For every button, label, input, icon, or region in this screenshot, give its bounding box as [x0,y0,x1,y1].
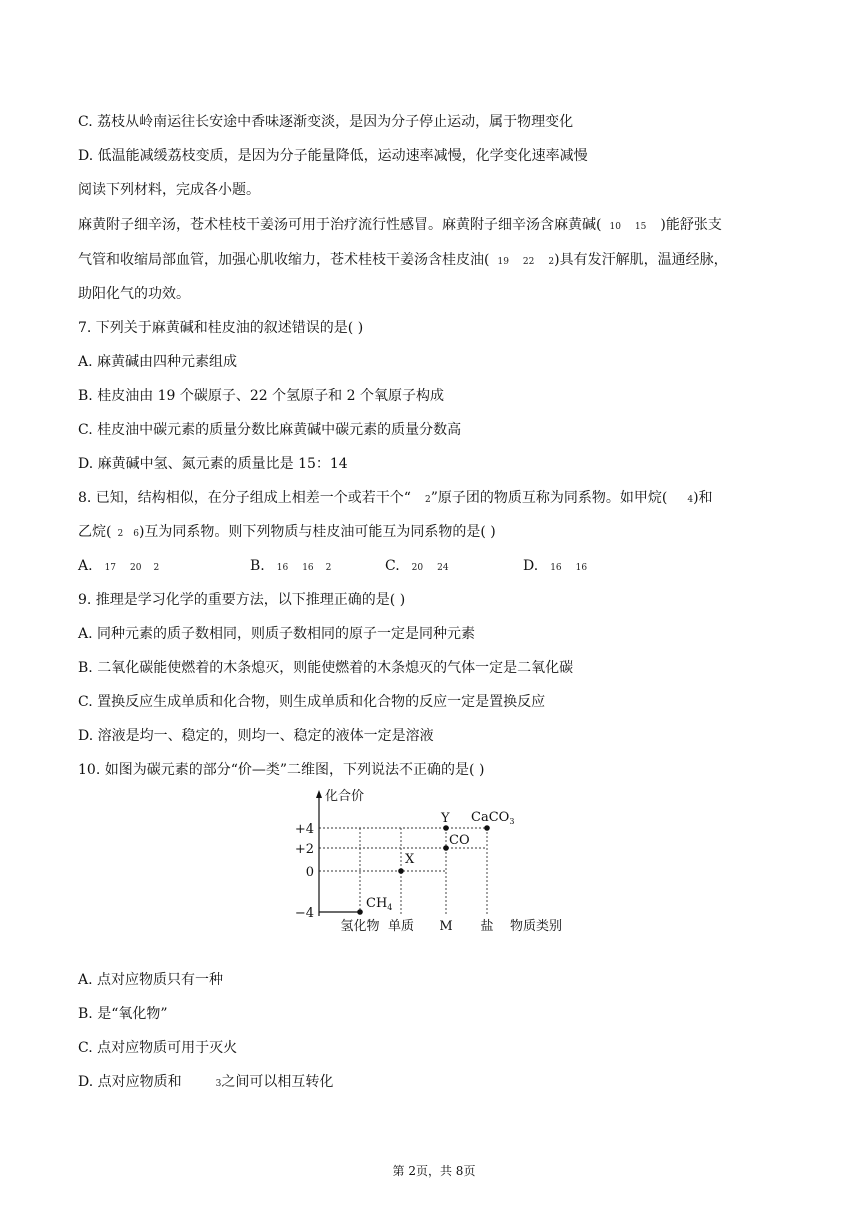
question-9: 9. 推理是学习化学的重要方法，以下推理正确的是( ) [78,592,406,608]
x-category-label: 单质 [387,919,415,934]
valence-category-chart [288,788,588,938]
y-tick-label: +4 [294,822,314,837]
question-9-option-a: A. 同种元素的质子数相同，则质子数相同的原子一定是同种元素 [78,626,476,642]
question-8-line-2: 乙烷( 2 6)互为同系物。则下列物质与桂皮油可能互为同系物的是( ) [78,524,496,540]
data-point [398,868,404,874]
data-point [357,909,363,915]
y-axis-label: 化合价 [325,789,365,804]
question-8-option-d: D. 16 16 [523,558,588,574]
point-label: $CH_4$ [366,896,393,912]
question-7-option-b: B. 桂皮油由 19 个碳原子、22 个氢原子和 2 个氧原子构成 [78,388,444,404]
material-paragraph-line-2: 气管和收缩局部血管，加强心肌收缩力，苍术桂枝干姜汤含桂皮油( 19 22 2)具有发汗解肌，温通经脉， [78,252,728,268]
question-8-option-c: C. 20 24 [385,558,449,574]
page-footer: 第 2页，共 8页 [392,1164,476,1178]
question-10-option-a: A. 点对应物质只有一种 [78,972,224,988]
material-paragraph-line-1: 麻黄附子细辛汤，苍术桂枝干姜汤可用于治疗流行性感冒。麻黄附子细辛汤含麻黄碱( 10 15 )能舒张支 [78,217,722,233]
question-7-option-d: D. 麻黄碱中氢、氮元素的质量比是 15：14 [78,456,348,472]
question-9-option-b: B. 二氧化碳能使燃着的木条熄灭，则能使燃着的木条熄灭的气体一定是二氧化碳 [78,660,574,676]
question-10-option-d: D. 点对应物质和 3之间可以相互转化 [78,1074,334,1090]
question-8-line-1: 8. 已知，结构相似，在分子组成上相差一个或若干个“ 2”原子团的物质互称为同系物。如甲烷( 4)和 [78,490,713,506]
y-tick-label: −4 [294,906,314,921]
x-category-label: 盐 [480,919,494,934]
x-category-label: 氢化物 [340,919,380,934]
data-point [484,825,490,831]
question-10: 10. 如图为碳元素的部分“价—类”二维图，下列说法不正确的是( ) [78,762,485,778]
question-9-option-c: C. 置换反应生成单质和化合物，则生成单质和化合物的反应一定是置换反应 [78,694,546,710]
question-7: 7. 下列关于麻黄碱和桂皮油的叙述错误的是( ) [78,320,364,336]
data-point [443,845,449,851]
data-point [443,825,449,831]
option-d-text: D. 低温能减缓荔枝变质，是因为分子能量降低，运动速率减慢，化学变化速率减慢 [78,148,588,164]
question-7-option-c: C. 桂皮油中碳元素的质量分数比麻黄碱中碳元素的质量分数高 [78,422,462,438]
question-10-option-c: C. 点对应物质可用于灭火 [78,1040,238,1056]
x-axis-label: 物质类别 [510,919,563,934]
y-axis-arrow [316,790,322,798]
material-paragraph-line-3: 助阳化气的功效。 [78,286,190,302]
x-category-label: M [439,919,453,934]
question-7-option-a: A. 麻黄碱由四种元素组成 [78,354,238,370]
y-tick-label: +2 [294,842,314,857]
option-c-text: C. 荔枝从岭南运往长安途中香味逐渐变淡，是因为分子停止运动，属于物理变化 [78,114,574,130]
question-9-option-d: D. 溶液是均一、稳定的，则均一、稳定的液体一定是溶液 [78,728,434,744]
question-10-option-b: B. 是“氧化物” [78,1006,168,1022]
point-label: CO [449,833,470,848]
y-tick-label: 0 [305,865,314,880]
point-label: Y [441,811,450,826]
question-8-option-b: B. 16 16 2 [250,558,332,574]
instruction-text: 阅读下列材料，完成各小题。 [78,182,260,198]
question-8-option-a: A. 17 20 2 [78,558,160,574]
point-label: CaCO$_3$ [471,810,515,826]
point-label: X [405,852,415,867]
